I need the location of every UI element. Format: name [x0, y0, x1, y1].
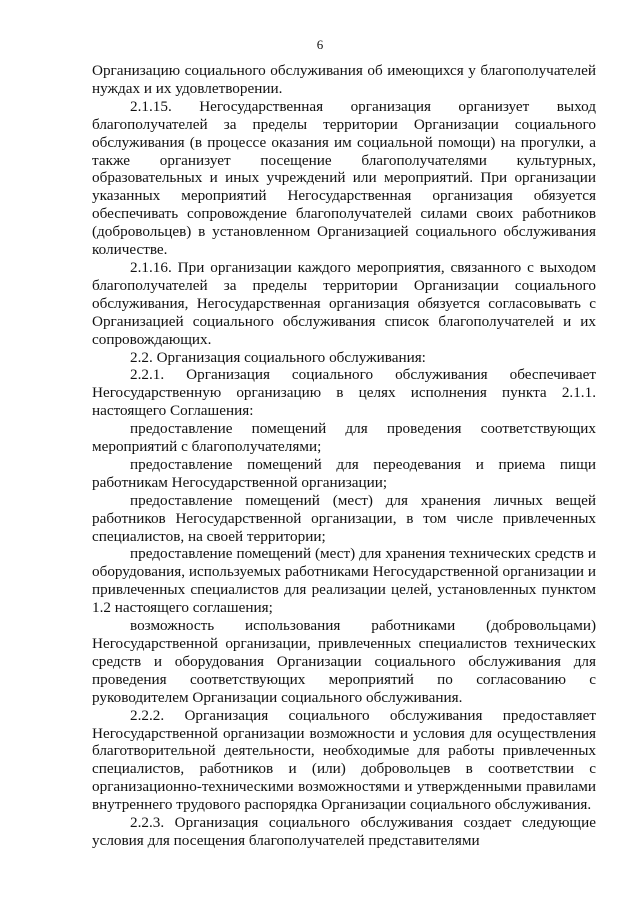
paragraph-2-2-1: 2.2.1. Организация социального обслуживания обеспечивает Негосударственную организацию в целях исполнения пункта 2.1.1. настоящего Соглашения: — [92, 366, 596, 420]
paragraph-2-1-15: 2.1.15. Негосударственная организация организует выход благополучателей за пределы территории Организации социального обслуживания (в процессе оказания им социальной помощи) на прогулки, а также организует посещение благополучателями культурных, образовательных и иных учреждений или мероприятий. При организации указанных мероприятий Негосударственная организация обязуется обеспечивать сопровождение благополучателей силами своих работников (добровольцев) в установленном Организацией социального обслуживания количестве. — [92, 97, 596, 259]
paragraph-continuation: Организацию социального обслуживания об имеющихся у благополучателей нуждах и их удовлетворении. — [92, 62, 596, 97]
paragraph-2-1-16: 2.1.16. При организации каждого мероприятия, связанного с выходом благополучателей за пределы территории Организации социального обслуживания, Негосударственная организация обязуется согласовывать с Организацией социального обслуживания список благополучателей и их сопровождающих. — [92, 258, 596, 348]
list-item-premises-changing: предоставление помещений для переодевания и приема пищи работникам Негосударственной организации; — [92, 455, 596, 491]
paragraph-2-2-heading: 2.2. Организация социального обслуживания: — [130, 348, 426, 366]
page-number: 6 — [316, 37, 324, 52]
list-item-premises-events: предоставление помещений для проведения соответствующих мероприятий с благополучателями; — [92, 420, 596, 456]
paragraph-2-2-3: 2.2.3. Организация социального обслуживания создает следующие условия для посещения благополучателей представителями — [92, 814, 596, 849]
list-item-premises-equipment-storage: предоставление помещений (мест) для хранения технических средств и оборудования, используемых работниками Негосударственной организации и привлеченных специалистов для реализации целей, установленных пунктом 1.2 настоящего соглашения; — [92, 545, 596, 617]
list-item-premises-personal-storage: предоставление помещений (мест) для хранения личных вещей работников Негосударственной организации, в том числе привлеченных специалистов, на своей территории; — [92, 491, 596, 545]
list-item-equipment-usage: возможность использования работниками (добровольцами) Негосударственной организации, привлеченных специалистов технических средств и оборудования Организации социального обслуживания для проведения соответствующих мероприятий по согласованию с руководителем Организации социального обслуживания. — [92, 617, 596, 706]
document-body — [92, 62, 596, 850]
paragraph-2-2-2: 2.2.2. Организация социального обслуживания предоставляет Негосударственной организации возможности и условия для осуществления благотворительной деятельности, необходимые для работы привлеченных специалистов, работников и (или) добровольцев в соответствии с организационно-техническими возможностями и утвержденными правилами внутреннего трудового распорядка Организации социального обслуживания. — [92, 706, 596, 814]
